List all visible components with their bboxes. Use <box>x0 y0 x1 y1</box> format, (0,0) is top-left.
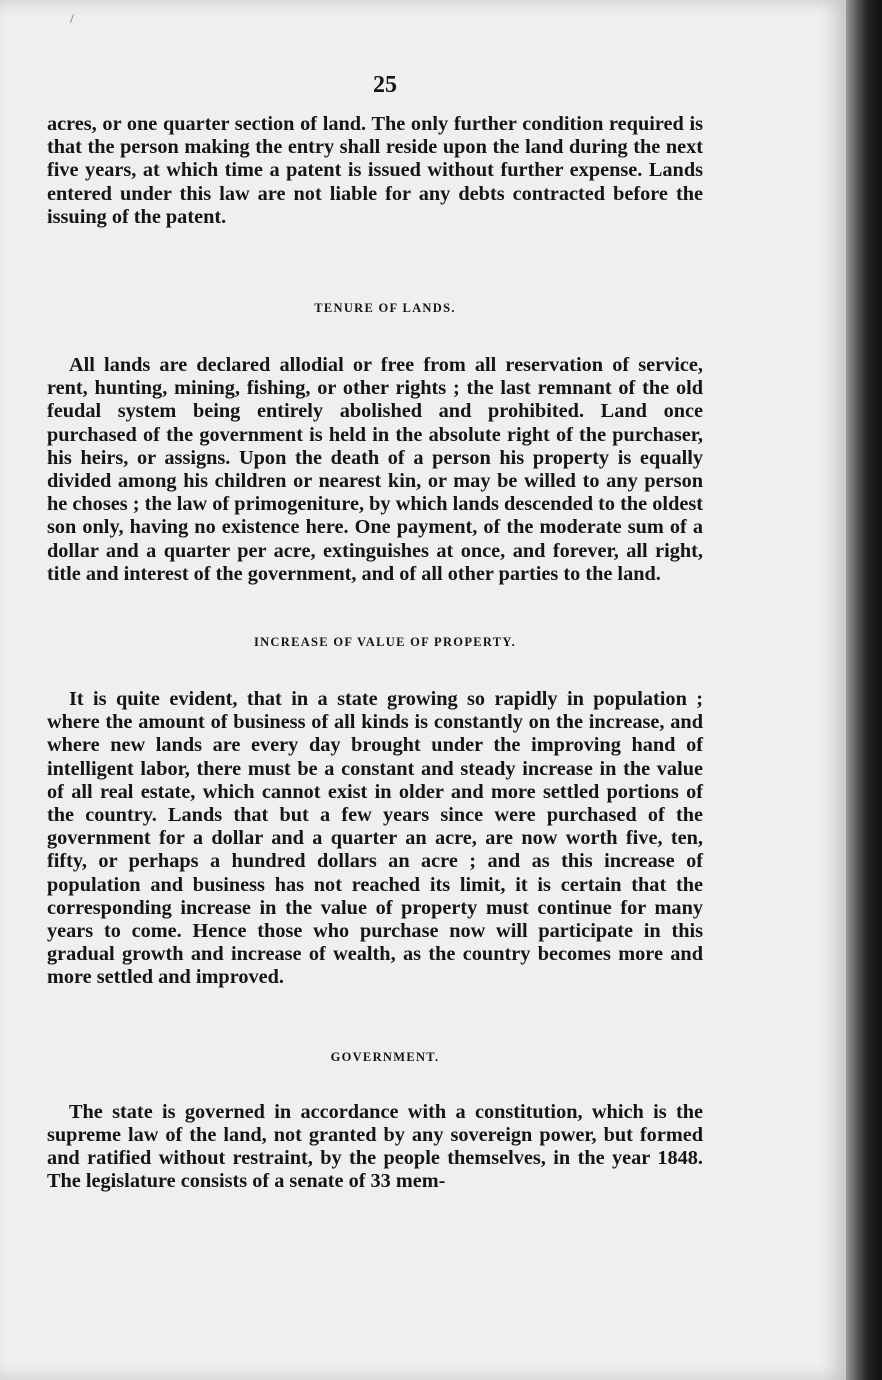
book-page-edge <box>846 0 882 1380</box>
page-text <box>47 72 703 1194</box>
heading-tenure-of-lands: TENURE OF LANDS. <box>314 301 456 316</box>
paragraph-government: The state is governed in accordance with a constitution, which is the supreme law of the land, not granted by any sovereign power, but formed and ratified without restraint, by the people themselves, in the year 1848. The legislature consists of a senate of 33 mem- <box>47 1100 703 1193</box>
paragraph-tenure-of-lands: All lands are declared allodial or free from all reservation of service, rent, hunting, mining, fishing, or other rights ; the last remnant of the old feudal system being entirely abolished and prohibited. Land once purchased of the government is held in the absolute right of the purchaser, his heirs, or assigns. Upon the death of a person his property is equally divided among his children or nearest kin, or may be willed to any person he choses ; the law of primogeniture, by which lands descended to the oldest son only, having no existence here. One payment, of the moderate sum of a dollar and a quarter per acre, extinguishes at once, and forever, all right, title and interest of the government, and of all other parties to the land. <box>47 354 703 585</box>
heading-government: GOVERNMENT. <box>330 1049 440 1064</box>
intro-paragraph: acres, or one quarter section of land. The only further condition required is that the person making the entry shall reside upon the land during the next five years, at which time a patent is issued without further expense. Lands entered under this law are not liable for any debts contracted before the issuing of the patent. <box>47 113 703 228</box>
margin-mark: / <box>70 12 74 27</box>
paragraph-increase-of-value: It is quite evident, that in a state growing so rapidly in population ; where the amount of business of all kinds is constantly on the increase, and where new lands are every day brought under the improving hand of intelligent labor, there must be a constant and steady increase in the value of all real estate, which cannot exist in older and more settled portions of the country. Lands that but a few years since were purchased of the government for a dollar and a quarter an acre, are now worth five, ten, fifty, or perhaps a hundred dollars an acre ; and as this increase of population and business has not reached its limit, it is certain that the corresponding increase in the value of property must continue for many years to come. Hence those who purchase now will participate in this gradual growth and increase of wealth, as the country becomes more and more settled and improved. <box>47 688 703 989</box>
page-number: 25 <box>373 72 397 98</box>
heading-increase-of-value: INCREASE OF VALUE OF PROPERTY. <box>253 635 517 650</box>
